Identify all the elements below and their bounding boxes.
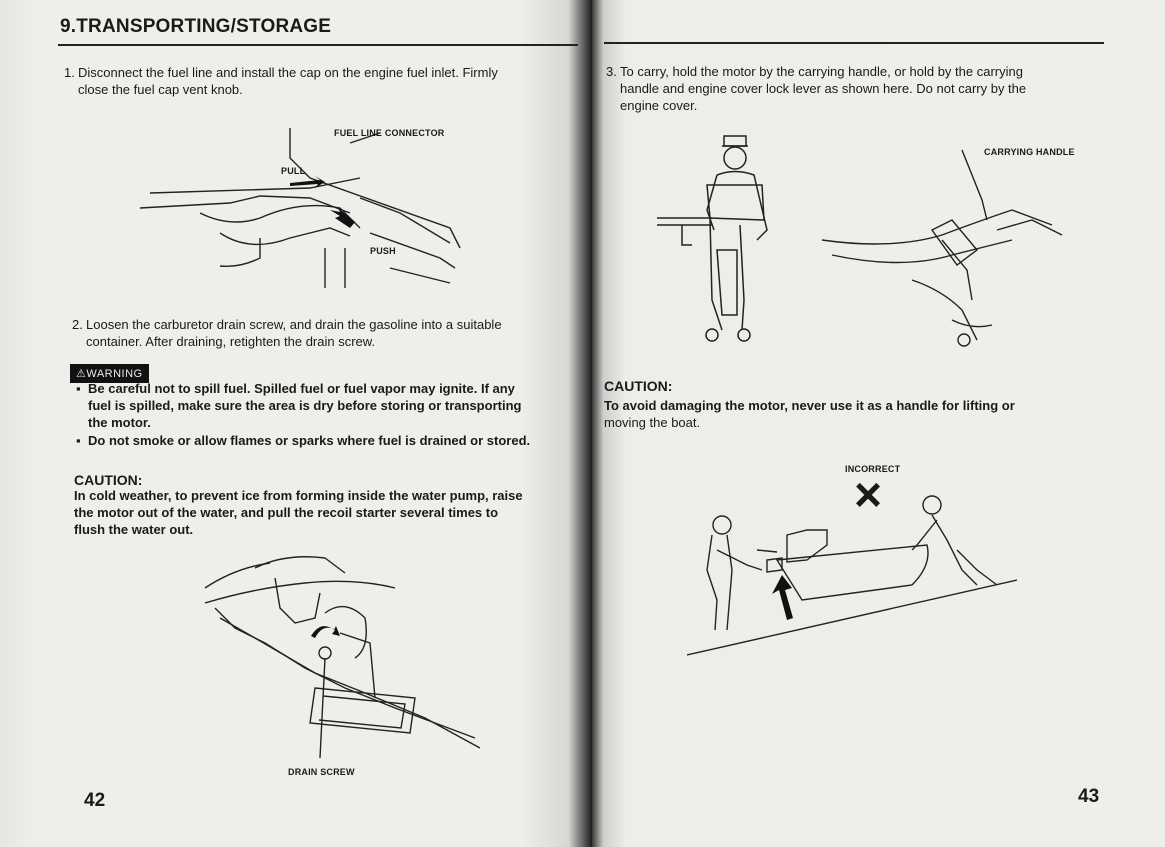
warning-bullet-1-line-1: Be careful not to spill fuel. Spilled fuel or fuel vapor may ignite. If any [88,381,515,396]
caution-heading: CAUTION: [74,472,143,488]
warning-bullet-2 [76,432,588,449]
step-3 [606,63,1105,114]
section-header [58,14,578,46]
caution-text [74,487,589,538]
warning-bullet-1-line-3: the motor. [88,415,151,430]
step-2-line-2: container. After draining, retighten the drain screw. [86,334,376,349]
page-number-right: 43 [1078,786,1100,807]
step-1-line-1: Disconnect the fuel line and install the cap on the engine fuel inlet. Firmly [78,65,498,80]
incorrect-label: INCORRECT [845,464,901,474]
section-title: 9.TRANSPORTING/STORAGE [60,16,332,37]
bullet-dot: ▪ [76,381,81,396]
step-3-line-2: handle and engine cover lock lever as shown here. Do not carry by the [620,81,1027,96]
step-2-number: 2. [72,317,83,332]
fuel-line-connector-label: FUEL LINE CONNECTOR [334,128,445,138]
header-rule [604,42,1104,44]
right-caution-line-2: moving the boat. [604,415,701,430]
step-2-line-1: Loosen the carburetor drain screw, and drain the gasoline into a suitable [86,317,502,332]
step-3-line-1: To carry, hold the motor by the carrying handle, or hold by the carrying [620,64,1023,79]
bullet-dot: ▪ [76,433,81,448]
caution-line-1: In cold weather, to prevent ice from forming inside the water pump, raise [74,488,523,503]
caution-line-3: flush the water out. [74,522,194,537]
warning-badge: ⚠WARNING [70,364,149,383]
right-caution-line-1: To avoid damaging the motor, never use it as a handle for lifting or [604,398,1015,413]
step-1-line-2: close the fuel cap vent knob. [78,82,243,97]
pull-label: PULL [281,166,306,176]
right-caution-text [604,397,1104,431]
incorrect-x-mark: × [854,469,883,522]
caution-line-2: the motor out of the water, and pull the recoil starter several times to [74,505,499,520]
right-caution-heading: CAUTION: [604,378,673,394]
carrying-handle-detail-illustration [812,140,1092,360]
step-3-line-3: engine cover. [620,98,698,113]
step-1 [64,64,588,98]
drain-screw-illustration [195,548,495,768]
push-label: PUSH [370,246,396,256]
incorrect-lifting-illustration [687,490,1027,660]
carrying-handle-label: CARRYING HANDLE [984,147,1075,157]
right-page [592,0,1165,847]
page-number-left: 42 [84,790,106,811]
step-1-number: 1. [64,65,75,80]
step-2 [72,316,591,350]
drain-screw-label: DRAIN SCREW [288,767,355,777]
warning-bullet-1 [76,380,588,431]
warning-bullet-2-text: Do not smoke or allow flames or sparks where fuel is drained or stored. [88,433,531,448]
step-3-number: 3. [606,64,617,79]
warning-bullet-1-line-2: fuel is spilled, make sure the area is dry before storing or transporting [88,398,522,413]
fuel-line-connector-illustration [110,118,490,298]
person-carrying-motor-illustration [652,130,792,345]
